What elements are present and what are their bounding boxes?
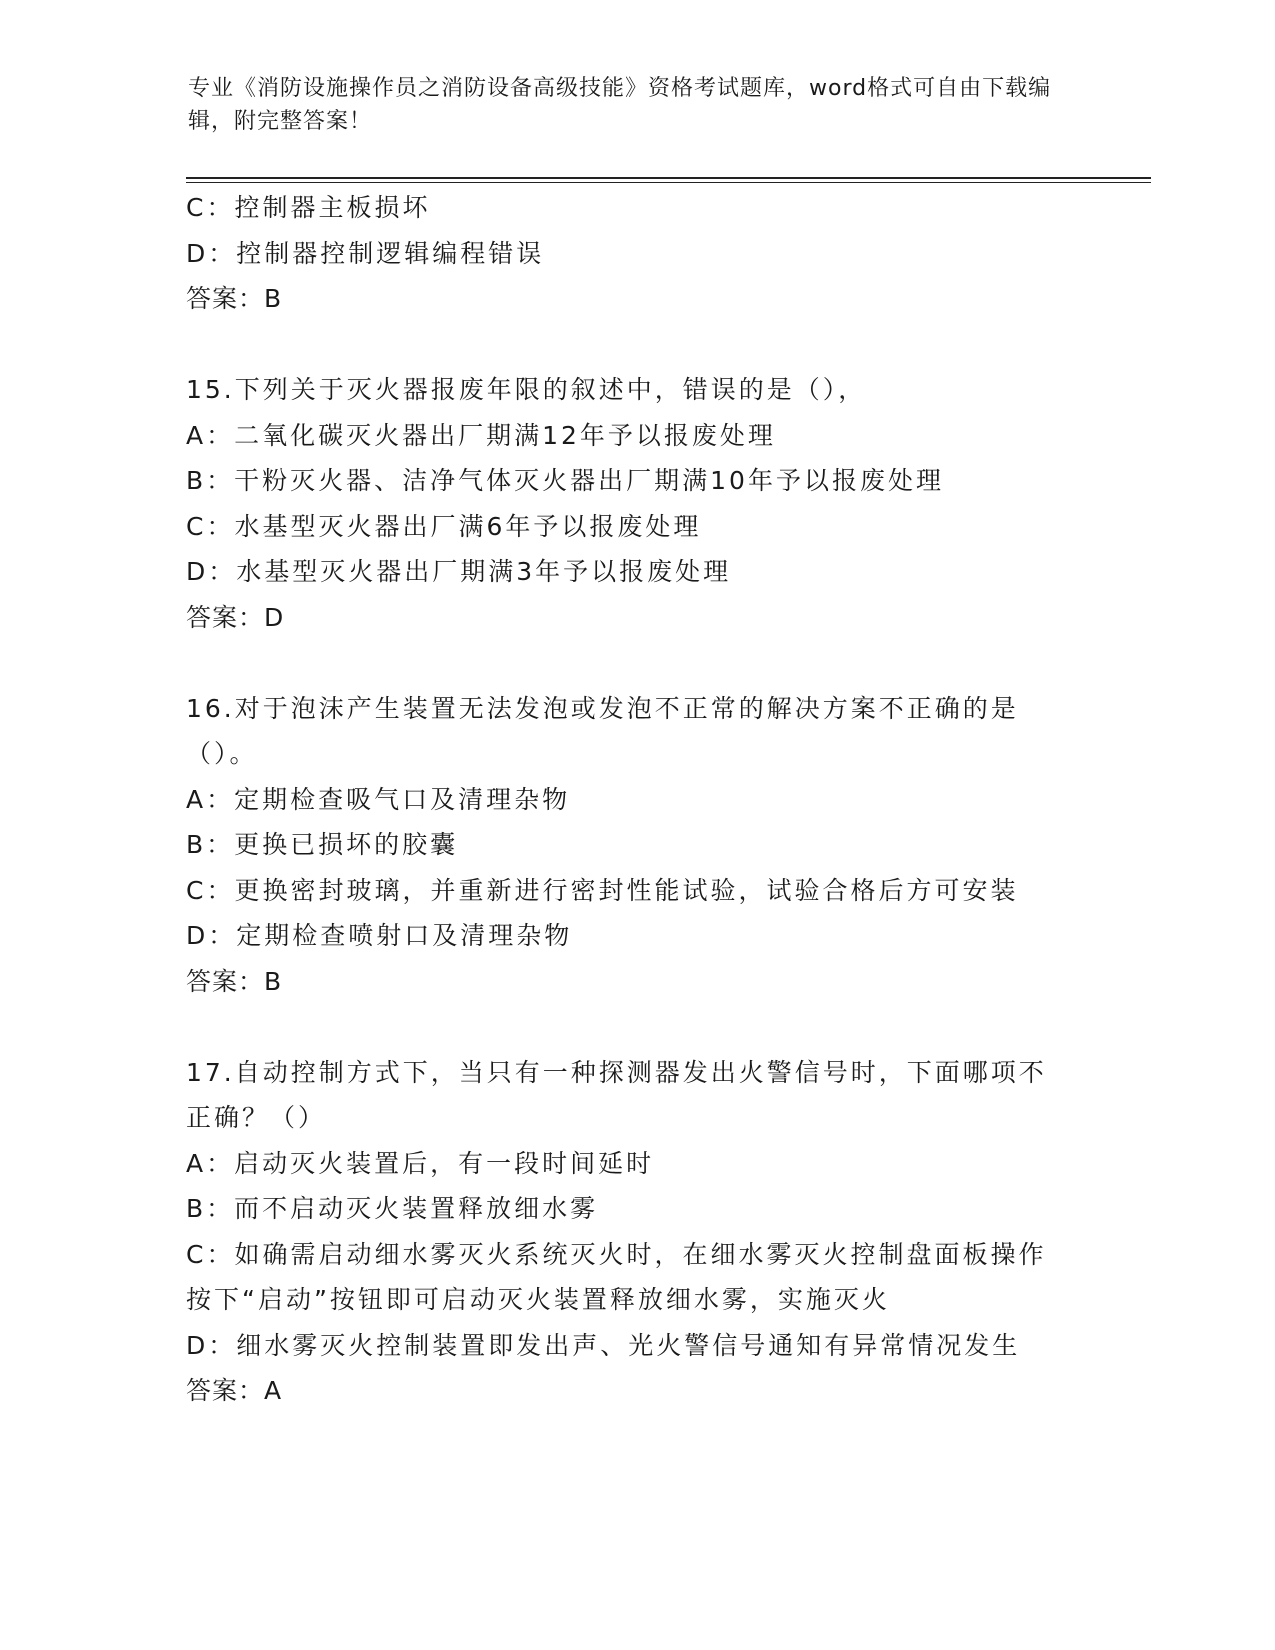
option-b: B：更换已损坏的胶囊 [186, 830, 459, 859]
option-b: B：干粉灭火器、洁净气体灭火器出厂期满10年予以报废处理 [186, 466, 944, 495]
question-16 [186, 686, 1086, 1005]
question-list [186, 185, 1086, 1414]
option-d: D：控制器控制逻辑编程错误 [186, 238, 545, 268]
option-a: A：启动灭火装置后，有一段时间延时 [186, 1148, 655, 1178]
option-c: C：水基型灭火器出厂满6年予以报废处理 [186, 511, 702, 541]
header-divider-thick [186, 177, 1151, 179]
question-15 [186, 367, 1086, 640]
question-stem: 16.对于泡沫产生装置无法发泡或发泡不正常的解决方案不正确的是（）。 [186, 693, 1019, 768]
question-stem: 15.下列关于灭火器报废年限的叙述中，错误的是（）， [186, 375, 867, 404]
option-d: D：定期检查喷射口及清理杂物 [186, 921, 573, 950]
option-c: C：更换密封玻璃，并重新进行密封性能试验，试验合格后方可安装 [186, 875, 1019, 905]
option-b: B：而不启动灭火装置释放细水雾 [186, 1194, 599, 1223]
option-a: A：定期检查吸气口及清理杂物 [186, 784, 571, 814]
answer-line: 答案：B [186, 966, 283, 996]
option-d: D：水基型灭火器出厂期满3年予以报废处理 [186, 557, 732, 586]
spacer [186, 322, 1086, 368]
question-stem: 17.自动控制方式下，当只有一种探测器发出火警信号时，下面哪项不正确？（） [186, 1057, 1047, 1132]
answer-line: 答案：D [186, 602, 285, 632]
option-a: A：二氧化碳灭火器出厂期满12年予以报废处理 [186, 420, 776, 450]
spacer [186, 640, 1086, 686]
question-17 [186, 1050, 1086, 1414]
option-c: C：如确需启动细水雾灭火系统灭火时，在细水雾灭火控制盘面板操作按下“启动”按钮即可启动灭火装置释放细水雾，实施灭火 [186, 1239, 1047, 1314]
answer-line: 答案：A [186, 1376, 283, 1405]
option-d: D：细水雾灭火控制装置即发出声、光火警信号通知有异常情况发生 [186, 1330, 1021, 1360]
answer-line: 答案：B [186, 284, 283, 313]
header-divider-thin [186, 182, 1151, 183]
option-c: C：控制器主板损坏 [186, 193, 431, 222]
page-header: 专业《消防设施操作员之消防设备高级技能》资格考试题库，word格式可自由下载编辑，附完整答案！ [188, 76, 1052, 134]
question-14-tail [186, 185, 1086, 322]
spacer [186, 1004, 1086, 1050]
